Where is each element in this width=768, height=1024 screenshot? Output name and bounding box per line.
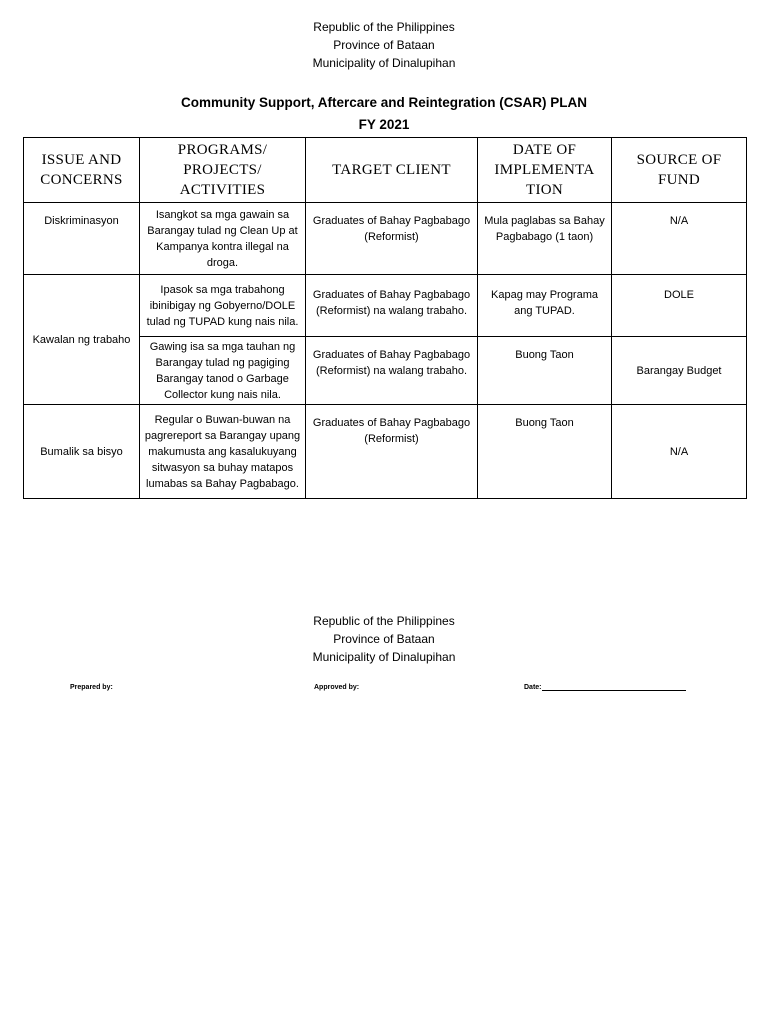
header-municipality: Municipality of Dinalupihan bbox=[312, 650, 456, 664]
prepared-by-label: Prepared by: bbox=[70, 684, 113, 691]
header-republic: Republic of the Philippines bbox=[313, 20, 455, 34]
table-row bbox=[24, 203, 747, 275]
cell-date: Buong Taon bbox=[478, 337, 612, 405]
cell-issue: Bumalik sa bisyo bbox=[24, 405, 140, 499]
header-programs: PROGRAMS/ PROJECTS/ ACTIVITIES bbox=[140, 138, 306, 203]
plan-title bbox=[0, 92, 768, 136]
cell-program: Gawing isa sa mga tauhan ng Barangay tulad ng pagiging Barangay tanod o Garbage Collector kung nais nila. bbox=[140, 337, 306, 405]
date-field bbox=[524, 684, 542, 691]
table-header-row bbox=[24, 138, 747, 203]
document-header bbox=[0, 18, 768, 72]
header-municipality: Municipality of Dinalupihan bbox=[312, 56, 456, 70]
document-header-repeat bbox=[0, 612, 768, 666]
header-province: Province of Bataan bbox=[333, 38, 435, 52]
table-row bbox=[24, 405, 747, 499]
header-province: Province of Bataan bbox=[333, 632, 435, 646]
cell-fund: N/A bbox=[612, 405, 747, 499]
table-row bbox=[24, 275, 747, 337]
cell-program: Regular o Buwan-buwan na pagrereport sa Barangay upang makumusta ang kasalukuyang sitwasyon sa buhay matapos lumabas sa Bahay Pagbabago. bbox=[140, 405, 306, 499]
csar-plan-table bbox=[23, 137, 747, 499]
plan-title-year: FY 2021 bbox=[358, 117, 410, 132]
cell-fund: DOLE bbox=[612, 275, 747, 337]
cell-program: Ipasok sa mga trabahong ibinibigay ng Gobyerno/DOLE tulad ng TUPAD kung nais nila. bbox=[140, 275, 306, 337]
cell-issue: Kawalan ng trabaho bbox=[24, 275, 140, 405]
cell-date: Mula paglabas sa Bahay Pagbabago (1 taon) bbox=[478, 203, 612, 275]
cell-target: Graduates of Bahay Pagbabago (Reformist) na walang trabaho. bbox=[306, 337, 478, 405]
cell-target: Graduates of Bahay Pagbabago (Reformist) bbox=[306, 203, 478, 275]
header-target-client: TARGET CLIENT bbox=[306, 138, 478, 203]
cell-program: Isangkot sa mga gawain sa Barangay tulad ng Clean Up at Kampanya kontra illegal na droga. bbox=[140, 203, 306, 275]
cell-fund: N/A bbox=[612, 203, 747, 275]
cell-date: Buong Taon bbox=[478, 405, 612, 499]
date-label: Date: bbox=[524, 684, 542, 691]
approved-by-label: Approved by: bbox=[314, 684, 360, 691]
date-line bbox=[542, 684, 686, 691]
cell-issue: Diskriminasyon bbox=[24, 203, 140, 275]
header-source-of-fund: SOURCE OF FUND bbox=[612, 138, 747, 203]
cell-target: Graduates of Bahay Pagbabago (Reformist) na walang trabaho. bbox=[306, 275, 478, 337]
header-date-of-implementation: DATE OF IMPLEMENTA TION bbox=[478, 138, 612, 203]
cell-fund: Barangay Budget bbox=[612, 337, 747, 405]
header-republic: Republic of the Philippines bbox=[313, 614, 455, 628]
signature-block bbox=[0, 684, 768, 698]
cell-target: Graduates of Bahay Pagbabago (Reformist) bbox=[306, 405, 478, 499]
plan-title-main: Community Support, Aftercare and Reintegration (CSAR) PLAN bbox=[180, 95, 588, 110]
cell-date: Kapag may Programa ang TUPAD. bbox=[478, 275, 612, 337]
header-issue: ISSUE AND CONCERNS bbox=[24, 138, 140, 203]
